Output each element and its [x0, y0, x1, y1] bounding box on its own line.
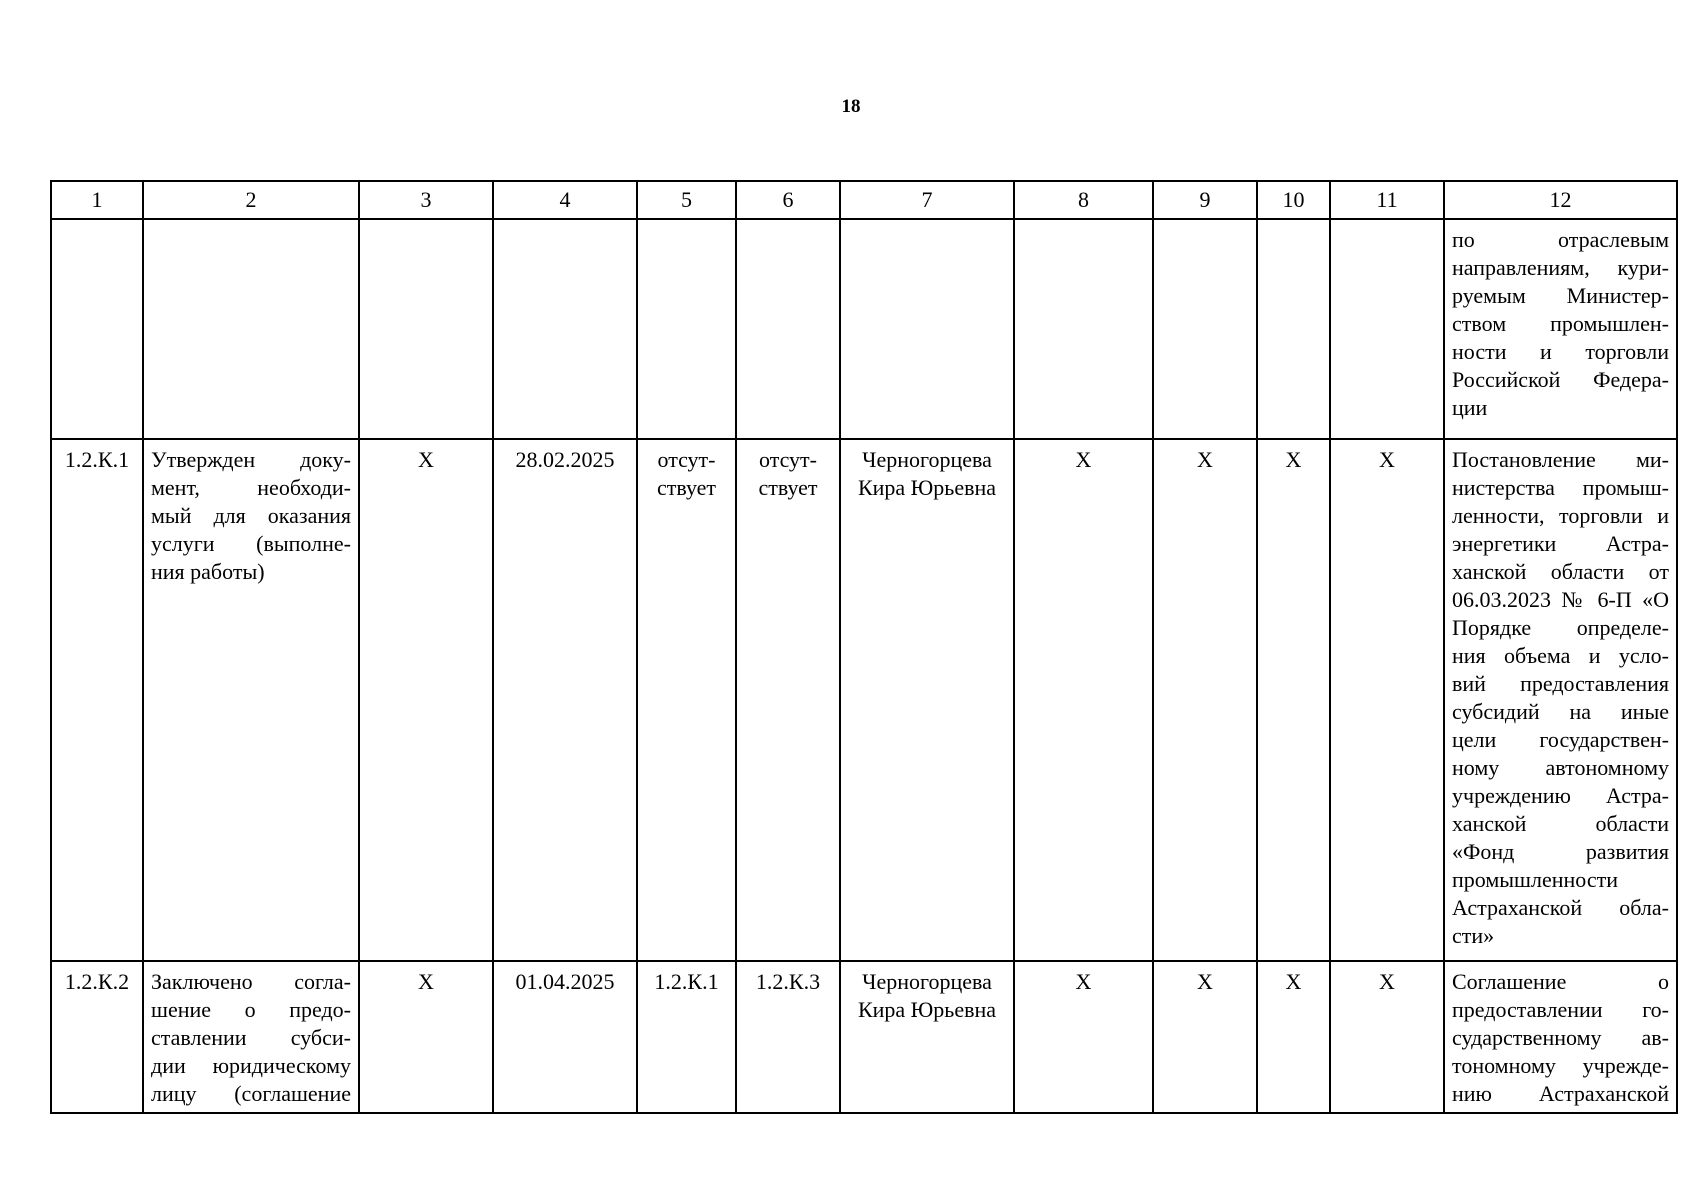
- column-header: 1: [51, 181, 143, 219]
- text-line: ленности, торговли и: [1452, 503, 1669, 528]
- table-row: [51, 219, 1677, 439]
- text-line: ством промышлен-: [1452, 311, 1669, 336]
- text-line: ности и торговли: [1452, 339, 1669, 364]
- text-line: нию Астраханской: [1452, 1081, 1669, 1106]
- successor-cell: [736, 439, 840, 961]
- column-header: 6: [736, 181, 840, 219]
- text-line: ханской области: [1452, 811, 1669, 836]
- date-cell: 28.02.2025: [493, 439, 637, 961]
- text-line: по отраслевым: [1452, 227, 1669, 252]
- text-line: ханской области от: [1452, 559, 1669, 584]
- table-cell: [1014, 219, 1153, 439]
- column-header: 3: [359, 181, 493, 219]
- column-header: 10: [1257, 181, 1330, 219]
- table-cell: X: [1014, 439, 1153, 961]
- item-code: 1.2.К.2: [51, 961, 143, 1113]
- table-cell: X: [1153, 961, 1257, 1113]
- column-header: 7: [840, 181, 1014, 219]
- plan-table: [50, 180, 1678, 1114]
- table-cell: [1257, 219, 1330, 439]
- table-cell: [1330, 219, 1444, 439]
- header-row: [51, 181, 1677, 219]
- text-line: промышленности: [1452, 867, 1618, 892]
- text-line: отсут-: [758, 447, 817, 472]
- text-line: ному автономному: [1452, 755, 1669, 780]
- responsible-person: [840, 439, 1014, 961]
- text-line: Порядке определе-: [1452, 615, 1669, 640]
- table-cell: X: [1257, 961, 1330, 1113]
- table-cell: [493, 219, 637, 439]
- column-header: 2: [143, 181, 359, 219]
- date-cell: 01.04.2025: [493, 961, 637, 1113]
- table-cell: [736, 219, 840, 439]
- text-line: Заключено согла-: [151, 969, 351, 994]
- table-cell: [51, 219, 143, 439]
- text-line: мый для оказания: [151, 503, 351, 528]
- text-line: направлениям, кури-: [1452, 255, 1669, 280]
- column-header: 11: [1330, 181, 1444, 219]
- table-cell: X: [359, 439, 493, 961]
- table-cell: X: [1330, 961, 1444, 1113]
- table-cell: [359, 219, 493, 439]
- text-line: отсут-: [657, 447, 716, 472]
- column-header: 5: [637, 181, 736, 219]
- table-cell: [1153, 219, 1257, 439]
- item-code: 1.2.К.1: [51, 439, 143, 961]
- text-line: ния работы): [151, 559, 265, 584]
- text-line: сти»: [1452, 923, 1495, 948]
- page-number: 18: [841, 96, 861, 117]
- table-row: [51, 439, 1677, 961]
- text-line: Утвержден доку-: [151, 447, 351, 472]
- text-line: Российской Федера-: [1452, 367, 1669, 392]
- basis-document-cell: [1444, 219, 1677, 439]
- text-line: ствует: [656, 475, 717, 500]
- text-line: предоставлении го-: [1452, 997, 1669, 1022]
- text-line: ставлении субси-: [151, 1025, 351, 1050]
- column-header: 4: [493, 181, 637, 219]
- column-header: 8: [1014, 181, 1153, 219]
- table-cell: X: [1257, 439, 1330, 961]
- text-line: сударственному ав-: [1452, 1025, 1669, 1050]
- successor-cell: 1.2.К.3: [736, 961, 840, 1113]
- text-line: Кира Юрьевна: [857, 475, 997, 500]
- text-line: тономному учрежде-: [1452, 1053, 1669, 1078]
- table-cell: [143, 219, 359, 439]
- text-line: Кира Юрьевна: [857, 997, 997, 1022]
- text-line: лицу (соглашение: [151, 1081, 351, 1106]
- text-line: ния объема и усло-: [1452, 643, 1669, 668]
- responsible-person: [840, 961, 1014, 1113]
- table-cell: X: [1330, 439, 1444, 961]
- table-cell: [637, 219, 736, 439]
- text-line: Астраханской обла-: [1452, 895, 1669, 920]
- column-header: 9: [1153, 181, 1257, 219]
- text-line: нистерства промыш-: [1452, 475, 1669, 500]
- text-line: «Фонд развития: [1452, 839, 1669, 864]
- predecessor-cell: [637, 439, 736, 961]
- text-line: субсидий на иные: [1452, 699, 1669, 724]
- basis-document-cell: [1444, 439, 1677, 961]
- text-line: руемым Министер-: [1452, 283, 1669, 308]
- item-description: [143, 961, 359, 1113]
- basis-document-cell: [1444, 961, 1677, 1113]
- text-line: цели государствен-: [1452, 727, 1669, 752]
- text-line: энергетики Астра-: [1452, 531, 1669, 556]
- text-line: мент, необходи-: [151, 475, 351, 500]
- column-header: 12: [1444, 181, 1677, 219]
- text-line: ции: [1452, 395, 1488, 420]
- table-row: [51, 961, 1677, 1113]
- item-description: [143, 439, 359, 961]
- text-line: ствует: [758, 475, 818, 500]
- text-line: Соглашение о: [1452, 969, 1669, 994]
- table-cell: X: [1014, 961, 1153, 1113]
- text-line: услуги (выполне-: [151, 531, 351, 556]
- text-line: Постановление ми-: [1452, 447, 1669, 472]
- text-line: 06.03.2023 № 6-П «О: [1452, 587, 1669, 612]
- text-line: Черногорцева: [862, 447, 992, 472]
- text-line: вий предоставления: [1452, 671, 1669, 696]
- text-line: учреждению Астра-: [1452, 783, 1669, 808]
- text-line: Черногорцева: [862, 969, 992, 994]
- predecessor-cell: 1.2.К.1: [637, 961, 736, 1113]
- table-cell: X: [359, 961, 493, 1113]
- text-line: дии юридическому: [151, 1053, 351, 1078]
- table-cell: [840, 219, 1014, 439]
- table-cell: X: [1153, 439, 1257, 961]
- text-line: шение о предо-: [151, 997, 351, 1022]
